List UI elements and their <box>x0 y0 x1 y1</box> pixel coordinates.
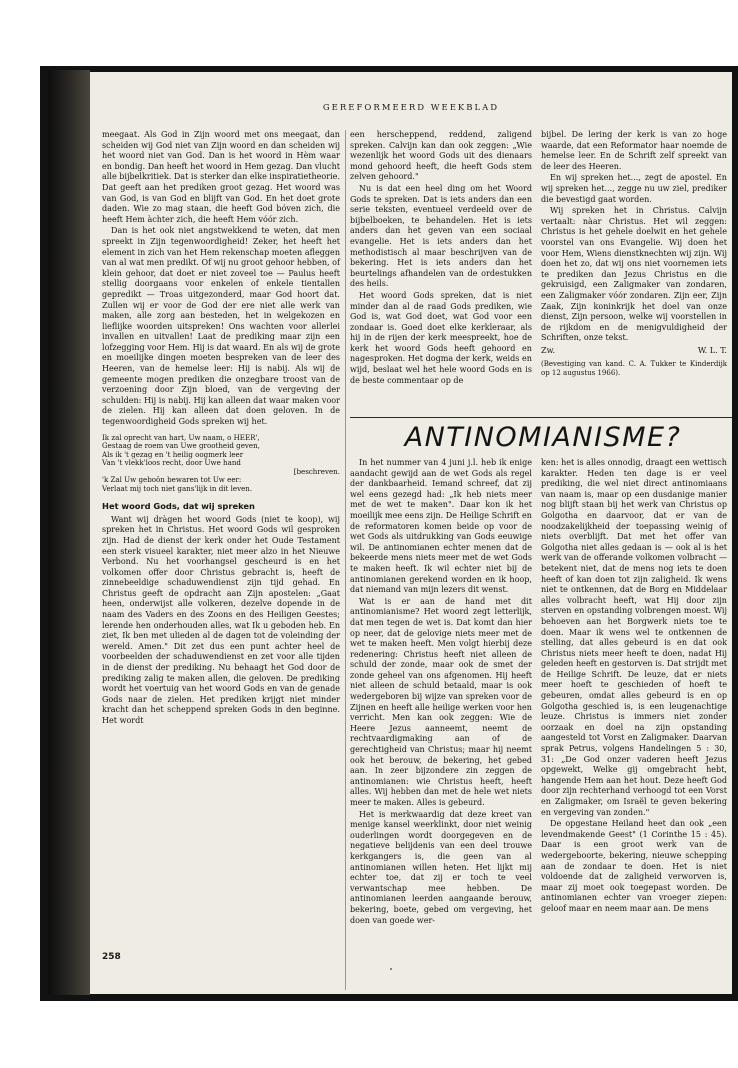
psalm-quote <box>102 434 340 494</box>
signature-line <box>541 346 727 357</box>
section-heading: Het woord Gods, dat wij spreken <box>102 501 255 512</box>
psalm-line: Van 't vlekk'loos recht, door Uwe hand <box>102 458 241 468</box>
paragraph: Dan is het ook niet angstwekkend te weten, dat men spreekt in Zijn tegenwoordigheid! Zeker, het heeft het element in zich van het Hem rekenschap moeten afleggen van al wat men predikt. Of wij nu groot gehoor hebben, of klein gehoor, dat doet er niet zoveel toe — Paulus heeft stellig doorgaans voor enkelen of enkele tientallen gepredikt — Troas uitgezonderd, maar God hoort dat. Zullen wij er voor de God der ere niet alle werk van maken, alle zorg aan besteden, het in welgekozen en lieflijke woorden uitspreken! Ons wachten voor allerlei invallen en uitvallen! Laat de prediking maar zijn een lofzegging voor Hem. Hij is dat waard. En als wij de grote en moeilijke dingen moeten bespreken van de leer des Heeren, van de hemelse leer: Hij is nabij. Als wij de gemeente mogen prediken die onzegbare troost van de verzoening door Zijn bloed, van de vergeving der schulden: Hij is nabij. Hij kan alleen dat waar maken voor de zielen. Hij kan alleen dat doen geloven. In de tegenwoordigheid Gods spreken wij het. <box>102 226 340 427</box>
paragraph: Wij spreken het in Christus. Calvijn vertaalt: nàar Christus. Het wil zeggen: Christus is het gehele doelwit en het gehele voorstel van ons Evangelie. Wij doen het voor Hem, Wiens dienstknechten wij zijn. Wij doen het zo, dat wij ons niet voornemen iets te prediken dan Jezus Christus en die gekruisigd, een Zaligmaker van zondaren, een Zaligmaker vóór zondaren. Zijn eer, Zijn Zaak, Zijn koninkrijk het doel van onze dienst, Zijn persoon, welke wij voorstellen in de rijkdom en de menigvuldigheid der Schriften, onze tekst. <box>541 206 727 343</box>
paragraph: Nu is dat een heel ding om het Woord Gods te spreken. Dat is iets anders dan een serie teksten, eventueel verdeeld over de bijbelboeken, te behandelen. Het is iets anders dan het geven van een sociaal evangelie. Het is iets anders dan het methodistisch al maar beschrijven van de bekering. Het is iets anders dan het beurtelings afhandelen van de ordestukken des heils. <box>350 183 532 289</box>
paragraph: ken: het is alles onnodig, draagt een wettisch karakter. Heden ten dage is er veel prediking, die wel niet direct antinomiaans van naam is, maar op een dusdanige manier nog blijft staan bij het werk van Christus op Golgotha en daarvoor, dat er van de noodzakelijkheid der toepassing weinig of niets overblijft. Dat met het offer van Golgotha niet alles gedaan is — ook al is het werk van de offerande volkomen volbracht — betekent niet, dat de mens nog iets te doen heeft of kan doen tot zijn zaligheid. Ik wens niet te ontkennen, dat de Borg en Middelaar alles volbracht heeft, wat Hij door zijn sterven en opstanding volbrengen moest. Wij behoeven aan het Borgwerk niets toe te doen. Maar ik wens wel te ontkennen de stelling, dat alles gebeurd is en dat ook Christus niets meer heeft te doen, nadat Hij geleden heeft en gestorven is. Dat strijdt met de Heilige Schrift. De leuze, dat er niets meer hoeft te geschieden of hoeft te gebeuren, omdat alles gebeurd is en op Golgotha geschied is, is een leugenachtige leuze. Christus is immers niet zonder oorzaak en doel na zijn opstanding aangesteld tot Vorst en Zaligmaker. Daarvan sprak Petrus, volgens Handelingen 5 : 30, 31: „De God onzer vaderen heeft Jezus opgewekt, Welke gij omgebracht hebt, hangende Hem aan het hout. Deze heeft God door zijn rechterhand verhoogd tot een Vorst en Zaligmaker, om Israël te geven bekering en vergeving van zonden." <box>541 458 727 817</box>
magazine-page <box>90 72 732 994</box>
signature-initials: W. L. T. <box>697 345 727 355</box>
paragraph: En wij spreken het..., zegt de apostel. En wij spreken het..., zegge nu uw ziel, prediker die bevestigd gaat worden. <box>541 173 727 204</box>
psalm-line: Verlaat mij toch niet gans'lijk in dit leven. <box>102 483 253 493</box>
paragraph: bijbel. De lering der kerk is van zo hoge waarde, dat een Reformator haar noemde de hemelse leer. En de Schrift zelf spreekt van de leer des Heeren. <box>541 130 727 171</box>
paragraph: Het is merkwaardig dat deze kreet van menige kansel weerklinkt, door niet weinig ouderlingen wordt doorgegeven en de negatieve belijdenis van een deel trouwe kerkgangers is, die geen van al antinomianen willen heten. Het lijkt mij echter toe, dat zij er toch te veel verwantschap mee hebben. De antinomianen leerden aangaande berouw, bekering, boete, gebed om vergeving, het doen van goede wer- <box>350 809 532 925</box>
column-divider <box>345 130 346 990</box>
paragraph: Het woord Gods spreken, dat is niet minder dan al de raad Gods prediken, wie God is, wat God doet, wat God voor een zondaar is. Goed doet elke kerkleraar, als hij in de rijen der kerk meespreekt, hoe de kerk het woord Gods heeft gehoord en nagesproken. Het dogma der kerk, weids en wijd, beslaat wel het hele woord Gods en is de beste commentaar op de <box>350 290 532 385</box>
psalm-line: [beschreven. <box>293 466 340 476</box>
article-column-1 <box>350 458 532 927</box>
psalm-line: Gestaag de roem van Uwe grootheid geven, <box>102 441 260 451</box>
article-column-2 <box>541 458 727 916</box>
column-3 <box>541 130 727 377</box>
book-spine <box>48 70 90 995</box>
paragraph: In het nummer van 4 juni j.l. heb ik enige aandacht gewijd aan de wet Gods als regel der dankbaarheid. Iemand schreef, dat zij wel eens gezegd had: „Ik heb niets meer met de wet te maken". Daar kon ik het moeilijk mee eens zijn. De Heilige Schrift en de reformatoren komen beide op voor de wet Gods als uitdrukking van Gods eeuwige wil. De antinomianen echter menen dat de bekeerde mens niets meer met de wet Gods te maken heeft. Ik wil echter niet bij de antinomianen gerekend worden en ik hoop, dat niemand van mijn lezers dit wenst. <box>350 458 532 595</box>
column-1 <box>102 130 340 728</box>
paragraph: Wat is er aan de hand met dit antinomianisme? Het woord zegt letterlijk, dat men tegen de wet is. Dat komt dan hier op neer, dat de gelovige niets meer met de wet te maken heeft. Men volgt hierbij deze redenering: Christus heeft niet alleen de schuld der zonde, maar ook de smet der zonde geheel van ons afgenomen. Hij heeft niet alleen de schuld betaald, maar is ook wedergeboren bij wijze van spreken voor de Zijnen en heeft alle heilige werken voor hen verricht. Men kan ook zeggen: Wie de Heere Jezus aanneemt, neemt de rechtvaardigmaking aan of de gerechtigheid van Christus; maar hij neemt ook het berouw, de bekering, het gebed aan. In zeer bijzondere zin zeggen de antinomianen: wie Christus heeft, heeft alles. Wij hebben dan met de hele wet niets meer te maken. Alles is gebeurd. <box>350 596 532 807</box>
article-separator <box>350 417 732 418</box>
paragraph: meegaat. Als God in Zijn woord met ons meegaat, dan scheiden wij God niet van Zijn woord en dan scheiden wij het woord niet van God. Dan is het woord in Hèm waar en bondig. Dan heeft het woord in Hem gezag. Dan vlucht alle bijbelkritiek. Dat is sterker dan elke inspiratietheorie. Dat geeft aan het prediken groot gezag. Het woord was van God, is van God en blijft van God. En het doet grote daden. Wie zo mag staan, die heeft God bóven zich, die heeft Hem àchter zich, die heeft Hem vóór zich. <box>102 130 340 224</box>
psalm-line: Ik zal oprecht van hart, Uw naam, o HEER', <box>102 432 260 442</box>
print-speck <box>390 968 392 970</box>
article-title: ANTINOMIANISME? <box>404 422 682 453</box>
column-2 <box>350 130 532 387</box>
psalm-line: Als ik 't gezag en 't heilig oogmerk leer <box>102 449 244 459</box>
occasion-note: (Bevestiging van kand. C. A. Tukker te Kinderdijk op 12 augustus 1966). <box>541 360 727 377</box>
signature-place: Zw. <box>541 345 556 355</box>
paragraph: De opgestane Heiland heet dan ook „een levendmakende Geest" (1 Corinthe 15 : 45). Daar is een groot werk van de wedergeboorte, bekering, nieuwe schepping aan de zondaar te doen. Het is niet voldoende dat de zaligheid verworven is, maar zij moet ook toegepast worden. De antinomianen echter van vroeger ziepen: geloof maar en neem maar aan. De mens <box>541 819 727 913</box>
paragraph: een herscheppend, reddend, zaligend spreken. Calvijn kan dan ook zeggen: „Wie wezenlijk het woord Gods uit des dienaars mond gehoord heeft, die heeft Gods stem zelven gehoord." <box>350 130 532 182</box>
running-header: GEREFORMEERD WEEKBLAD <box>322 103 500 113</box>
page-number: 258 <box>102 952 121 962</box>
paragraph: Want wij dràgen het woord Gods (niet te koop), wij spreken het in Christus. Het woord Gods wil gesproken zijn. Had de dienst der kerk onder het Oude Testament een sterk visueel karakter, niet meer alzo in het Nieuwe Verbond. Nu het voorhangsel gescheurd is en het volkomen offer door Christus gebracht is, heeft de zinnebeeldige schaduwendienst zijn tijd gehad. En Christus geeft de opdracht aan Zijn apostelen: „Gaat heen, onderwijst alle volkeren, dezelve dopende in de naam des Vaders en des Zoons en des Heiligen Geestes; lerende hen onderhouden alles, wat Ik u geboden heb. En ziet, Ik ben met ulieden al de dagen tot de voleinding der wereld. Amen." Dit zet dus een punt achter heel de voorbeelden der schaduwendienst en zet voor alle tijden in de dienst der prediking. Nu behaagt het God door de prediking zalig te maken allen, die geloven. De prediking wordt het voertuig van het woord Gods en van de genade Gods naar de zielen. Het prediken krijgt niet minder kracht dan het scheppend spreken Gods in den beginne. Het wordt <box>102 514 340 725</box>
psalm-line: 'k Zal Uw geboôn bewaren tot Uw eer: <box>102 475 242 485</box>
